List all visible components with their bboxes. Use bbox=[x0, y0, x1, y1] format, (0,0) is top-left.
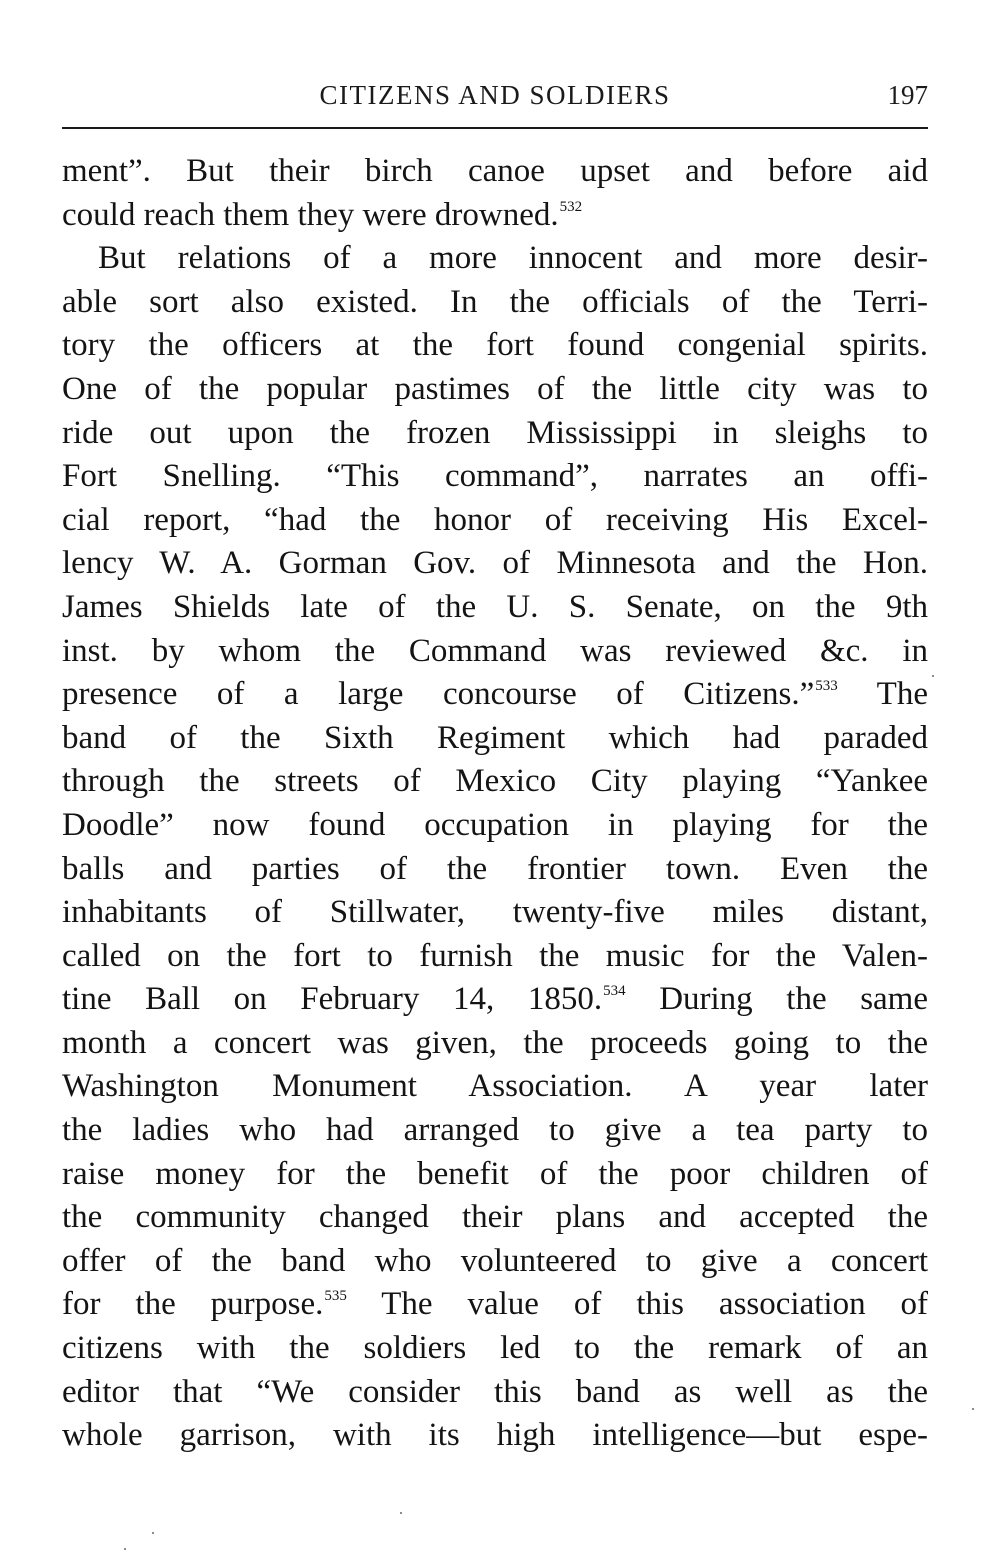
text-line: lency W. A. Gorman Gov. of Minnesota and the Hon. bbox=[62, 545, 928, 582]
text-line: But relations of a more innocent and more desir- bbox=[98, 240, 928, 277]
text-line: ride out upon the frozen Mississippi in sleighs to bbox=[62, 414, 928, 451]
running-head bbox=[62, 74, 928, 118]
text-line: band of the Sixth Regiment which had paraded bbox=[62, 719, 928, 756]
text-line: the community changed their plans and accepted the bbox=[62, 1199, 928, 1236]
text-line: inst. by whom the Command was reviewed &c. in bbox=[62, 632, 928, 669]
text-line: tine Ball on February 14, 1850.$^{534}$ During the same bbox=[62, 981, 928, 1018]
paper-speck bbox=[932, 675, 934, 677]
text-line: James Shields late of the U. S. Senate, on the 9th bbox=[62, 588, 928, 625]
header-rule bbox=[62, 127, 928, 129]
footnote-ref: 533 bbox=[815, 678, 838, 695]
paper-speck bbox=[124, 1548, 126, 1550]
running-title: CITIZENS AND SOLDIERS bbox=[319, 80, 671, 110]
text-line: inhabitants of Stillwater, twenty-five miles distant, bbox=[62, 894, 928, 931]
footnote-ref: 535 bbox=[324, 1288, 347, 1305]
paper-speck bbox=[972, 1408, 974, 1410]
text-line: presence of a large concourse of Citizens.”$^{533}$ The bbox=[62, 676, 928, 713]
text-line: Doodle” now found occupation in playing for the bbox=[62, 806, 928, 843]
text-line: offer of the band who volunteered to give a concert bbox=[62, 1242, 928, 1279]
body-text bbox=[62, 150, 928, 1458]
text-line: ment”. But their birch canoe upset and before aid bbox=[62, 153, 928, 189]
text-line: whole garrison, with its high intelligence—but espe- bbox=[62, 1417, 928, 1454]
paper-speck bbox=[400, 1512, 402, 1514]
text-line: the ladies who had arranged to give a tea party to bbox=[62, 1112, 928, 1149]
text-line: tory the officers at the fort found congenial spirits. bbox=[62, 327, 928, 364]
text-line: through the streets of Mexico City playing “Yankee bbox=[62, 763, 928, 800]
text-line: able sort also existed. In the officials of the Terri- bbox=[62, 283, 928, 320]
page-number: 197 bbox=[887, 80, 928, 110]
text-line: could reach them they were drowned.$^{532}$ bbox=[62, 196, 583, 233]
text-line: raise money for the benefit of the poor children of bbox=[62, 1155, 928, 1192]
text-line: month a concert was given, the proceeds going to the bbox=[62, 1024, 928, 1061]
text-line: called on the fort to furnish the music for the Valen- bbox=[62, 937, 928, 974]
text-line: citizens with the soldiers led to the remark of an bbox=[62, 1330, 928, 1367]
text-line: balls and parties of the frontier town. Even the bbox=[62, 850, 928, 887]
text-line: One of the popular pastimes of the little city was to bbox=[62, 370, 928, 407]
text-line: Fort Snelling. “This command”, narrates an offi- bbox=[62, 458, 928, 495]
text-line: Washington Monument Association. A year later bbox=[62, 1068, 928, 1105]
footnote-ref: 532 bbox=[559, 198, 583, 215]
paper-speck bbox=[152, 1532, 154, 1534]
text-line: editor that “We consider this band as well as the bbox=[62, 1373, 928, 1410]
text-line: for the purpose.$^{535}$ The value of this association of bbox=[62, 1286, 928, 1323]
text-line: cial report, “had the honor of receiving His Excel- bbox=[62, 501, 928, 538]
footnote-ref: 534 bbox=[603, 983, 626, 1000]
